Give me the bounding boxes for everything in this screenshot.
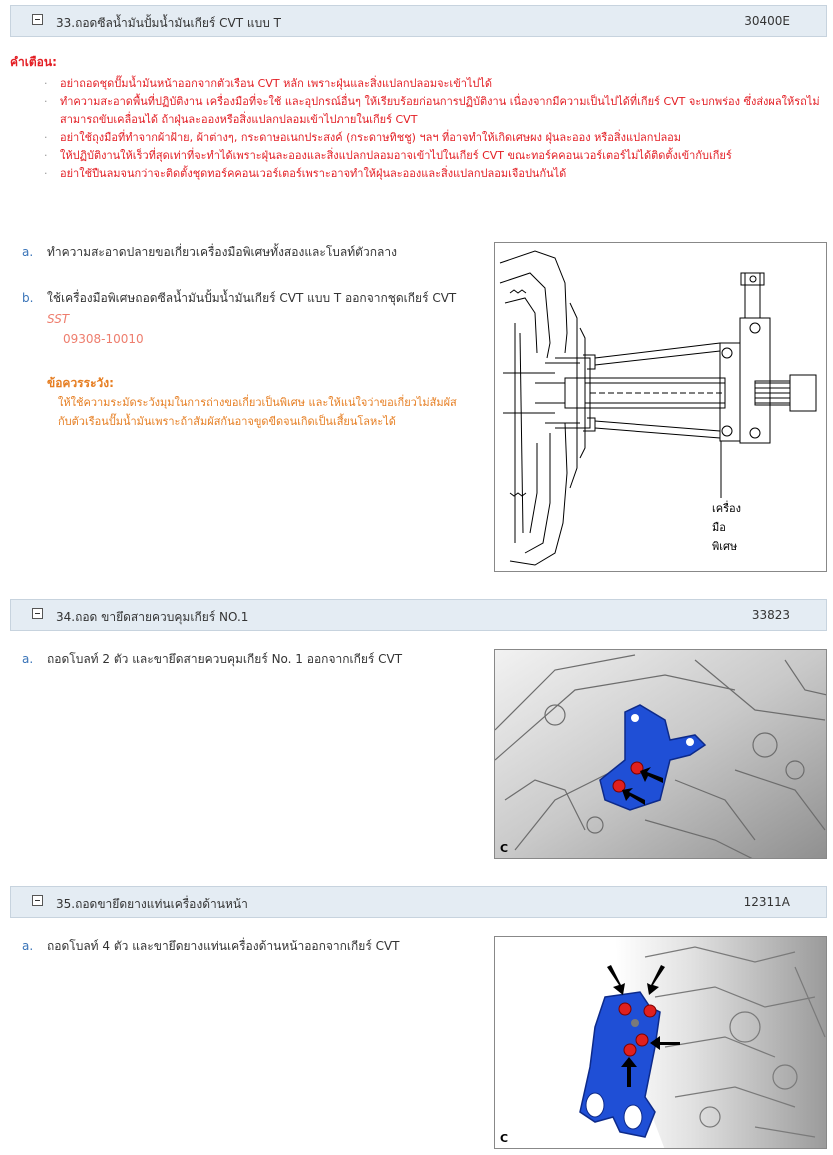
step-letter: a. (22, 939, 34, 953)
section-34-header[interactable] (10, 599, 827, 631)
bolt-2 (644, 1005, 656, 1017)
warning-item: · อย่าใช้ถุงมือที่ทำจากผ้าฝ้าย, ผ้าต่างๆ, กระดาษอเนกประสงค์ (กระดาษทิชชู) ฯลฯ ที่อาจทำให้เกิดเศษผง ฝุ่นละออง หรือสิ่งแปลกปลอม (44, 129, 822, 147)
seal-removal-figure (494, 242, 827, 572)
warning-item: · ให้ปฏิบัติงานให้เร็วที่สุดเท่าที่จะทำได้เพราะฝุ่นละอองและสิ่งแปลกปลอมอาจเข้าไปในเกียร์ CVT ขณะทอร์คคอนเวอร์เตอร์ไม่ได้ติดตั้งเข้ากับเกียร์ (44, 147, 822, 165)
caution-text: ให้ใช้ความระมัดระวังมุมในการถ่างขอเกี่ยวเป็นพิเศษ และให้แน่ใจว่าขอเกี่ยวไม่สัมผัสกับตัวเรือนปั๊มน้ำมันเพราะถ้าสัมผัสกันอาจขูดขีดจนเกิดเป็นเสี้ยนโลหะได้ (58, 396, 457, 428)
warning-item: · อย่าถอดชุดปั๊มน้ำมันหน้าออกจากตัวเรือน CVT หลัก เพราะฝุ่นและสิ่งแปลกปลอมจะเข้าไปได้ (44, 75, 822, 93)
special-tool-label (712, 499, 741, 556)
warning-item: · ทำความสะอาดพื้นที่ปฏิบัติงาน เครื่องมือที่จะใช้ และอุปกรณ์อื่นๆ ให้เรียบร้อยก่อนการปฏิบัติงาน เนื่องจากมีความเป็นไปได้ที่เกียร์ CVT จะบกพร่อง ซึ่งส่งผลให้รถไม่สามารถขับเคลื่อนได้ ถ้าฝุ่นละอองหรือสิ่งแปลกปลอมเข้าไปภายในเกียร์ CVT (44, 93, 822, 129)
caution-title: ข้อควรระวัง: (47, 376, 114, 390)
label-line: เครื่อง (712, 502, 742, 515)
collapse-toggle-icon[interactable] (32, 895, 43, 906)
step-letter: a. (22, 652, 34, 666)
step-letter: b. (22, 291, 34, 305)
collapse-toggle-icon[interactable] (32, 608, 43, 619)
figure-corner-label: C (500, 842, 509, 855)
bolt-4 (624, 1044, 636, 1056)
label-line: มือ (712, 521, 726, 534)
label-line: พิเศษ (712, 540, 738, 553)
warning-list (44, 75, 822, 183)
sst-label: SST (47, 312, 70, 326)
warning-item: · อย่าใช้ปืนลมจนกว่าจะติดตั้งชุดทอร์คคอนเวอร์เตอร์เพราะอาจทำให้ฝุ่นละอองและสิ่งแปลกปลอมเจือปนกันได้ (44, 165, 822, 183)
bracket-illustration (495, 650, 827, 859)
bolt-1 (619, 1003, 631, 1015)
sst-code-link[interactable]: 09308-10010 (63, 332, 144, 346)
engine-mount-bracket-figure (494, 936, 827, 1149)
bolt-3 (636, 1034, 648, 1046)
section-code: 30400E (744, 14, 790, 28)
figure-corner-label: C (500, 1132, 509, 1145)
warning-title: คำเตือน: (10, 55, 57, 69)
section-35-header[interactable] (10, 886, 827, 918)
section-title: 33.ถอดซีลน้ำมันปั้มน้ำมันเกียร์ CVT แบบ T (56, 16, 281, 30)
collapse-toggle-icon[interactable] (32, 14, 43, 25)
seal-removal-illustration (495, 243, 827, 572)
section-code: 12311A (743, 895, 790, 909)
step-text: ถอดโบลท์ 4 ตัว และขายึดยางแท่นเครื่องด้านหน้าออกจากเกียร์ CVT (47, 939, 400, 953)
step-text: ทำความสะอาดปลายขอเกี่ยวเครื่องมือพิเศษทั้งสองและโบลท์ตัวกลาง (47, 245, 397, 259)
mount-bracket-illustration (495, 937, 827, 1149)
shift-cable-bracket-figure (494, 649, 827, 859)
step-text: ใช้เครื่องมือพิเศษถอดซีลน้ำมันปั้มน้ำมันเกียร์ CVT แบบ T ออกจากชุดเกียร์ CVT (47, 291, 457, 305)
section-title: 34.ถอด ขายึดสายควบคุมเกียร์ NO.1 (56, 610, 249, 624)
section-title: 35.ถอดขายึดยางแท่นเครื่องด้านหน้า (56, 897, 248, 911)
section-code: 33823 (751, 608, 790, 622)
step-text: ถอดโบลท์ 2 ตัว และขายึดสายควบคุมเกียร์ No. 1 ออกจากเกียร์ CVT (47, 652, 403, 666)
step-letter: a. (22, 245, 34, 259)
section-33-header[interactable] (10, 5, 827, 37)
